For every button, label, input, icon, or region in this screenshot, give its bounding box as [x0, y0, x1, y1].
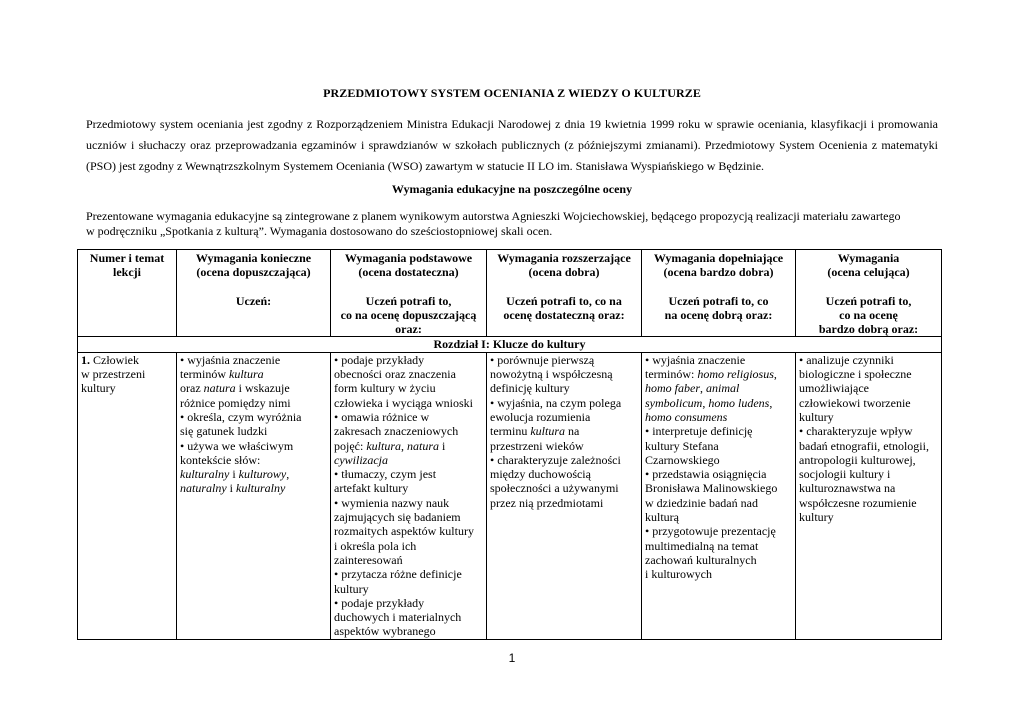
cell-term: kultura	[229, 367, 264, 382]
cell-line: współczesne rozumienie	[799, 495, 917, 510]
cell-line: form kultury w życiu	[334, 381, 436, 396]
cell-text: terminów	[180, 367, 229, 382]
cell-line: Czarnowskiego	[645, 452, 720, 467]
cell-line: w dziedzinie badań nad	[645, 495, 758, 510]
cell-text: ,	[401, 438, 407, 453]
header-line: (ocena dobra)	[528, 265, 600, 280]
cell-line: kultury Stefana	[645, 438, 719, 453]
cell-line: • porównuje pierwszą	[490, 352, 595, 367]
cell-line: • podaje przykłady	[334, 352, 425, 367]
lead-line-1: Prezentowane wymagania edukacyjne są zintegrowane z planem wynikowym autorstwa Agnieszki Wojciechowskiej, będącego propozycją realizacji materiału zawartego	[86, 209, 901, 223]
cell-line: • wymienia nazwy nauk	[334, 495, 450, 510]
cell-line: zakresach znaczeniowych	[334, 424, 459, 439]
rozszerzajace-cell	[487, 352, 642, 639]
cell-line: • analizuje czynniki	[799, 352, 894, 367]
celujaca-cell	[796, 352, 942, 639]
cell-text: i	[439, 438, 446, 453]
lead-paragraph	[86, 209, 946, 238]
cell-term: homo consumens	[645, 409, 728, 424]
header-line: oraz:	[395, 322, 422, 337]
cell-term: symbolicum	[645, 395, 703, 410]
header-lesson-line: lekcji	[113, 265, 141, 280]
cell-text: oraz	[180, 381, 204, 396]
cell-line: • podaje przykłady	[334, 595, 425, 610]
konieczne-cell	[177, 352, 331, 639]
cell-line: • wyjaśnia, na czym polega	[490, 395, 622, 410]
cell-line: zajmujących się badaniem	[334, 510, 461, 525]
cell-line: • interpretuje definicję	[645, 424, 753, 439]
cell-term: homo ludens	[708, 395, 770, 410]
cell-line: zachowań kulturalnych	[645, 552, 757, 567]
header-line: Uczeń:	[235, 293, 272, 308]
cell-line: multimedialną na temat	[645, 538, 759, 553]
cell-line: przestrzeni wieków	[490, 438, 584, 453]
lesson-title: w przestrzeni	[81, 367, 146, 382]
cell-term: kultura	[530, 424, 565, 439]
cell-line: kultury	[799, 409, 834, 424]
cell-line: kultury	[334, 581, 369, 596]
section-subtitle: Wymagania edukacyjne na poszczególne oceny	[391, 182, 633, 196]
cell-line: • tłumaczy, czym jest	[334, 467, 437, 482]
header-line: bardzo dobrą oraz:	[818, 322, 919, 337]
header-line: Wymagania rozszerzające	[497, 251, 631, 265]
intro-paragraph	[86, 114, 938, 177]
cell-line: się gatunek ludzki	[180, 424, 268, 439]
requirements-table	[77, 249, 942, 640]
cell-term: natura	[203, 381, 236, 396]
cell-term: homo religiosus	[697, 367, 774, 382]
cell-text: ,	[769, 395, 773, 410]
cell-line: umożliwiające	[799, 381, 869, 396]
cell-line: kulturą	[645, 510, 679, 525]
page-number: 1	[508, 651, 516, 665]
header-lesson	[78, 250, 177, 337]
cell-term: cywilizacja	[334, 452, 388, 467]
cell-line: i kulturowych	[645, 567, 712, 582]
cell-line: duchowych i materialnych	[334, 610, 462, 625]
cell-line: nowożytną i współczesną	[490, 367, 613, 382]
cell-line: badań etnografii, etnologii,	[799, 438, 929, 453]
cell-line: kulturoznawstwa na	[799, 481, 896, 496]
cell-text: ,	[773, 367, 777, 382]
cell-line: Bronisława Malinowskiego	[645, 481, 778, 496]
lesson-title: kultury	[81, 381, 116, 396]
cell-line: definicję kultury	[490, 381, 570, 396]
header-line: na ocenę dobrą oraz:	[664, 307, 773, 322]
table-row	[78, 352, 942, 639]
podstawowe-cell	[331, 352, 487, 639]
cell-line: człowieka i wyciąga wnioski	[334, 395, 473, 410]
cell-term: kulturalny	[180, 467, 230, 482]
cell-line: • przedstawia osiągnięcia	[645, 467, 767, 482]
document-title: PRZEDMIOTOWY SYSTEM OCENIANIA Z WIEDZY O KULTURZE	[323, 86, 701, 100]
cell-text: i	[226, 481, 237, 496]
header-line: ocenę dostateczną oraz:	[503, 307, 625, 322]
cell-term: kulturalny	[236, 481, 286, 496]
header-line: Uczeń potrafi to, co na	[506, 293, 622, 308]
cell-term: kulturowy	[238, 467, 287, 482]
cell-line: różnice pomiędzy nimi	[180, 395, 291, 410]
header-line: (ocena celująca)	[827, 265, 910, 280]
cell-line: • wyjaśnia znaczenie	[180, 352, 281, 367]
cell-text: ,	[286, 467, 290, 482]
lesson-title: Człowiek	[93, 352, 139, 367]
header-podstawowe	[331, 250, 487, 337]
cell-term: kultura	[366, 438, 401, 453]
cell-term: homo faber	[645, 381, 700, 396]
cell-line: biologiczne i społeczne	[799, 367, 912, 382]
cell-line: artefakt kultury	[334, 481, 409, 496]
header-line: (ocena dostateczna)	[358, 265, 459, 280]
section-heading: Rozdział I: Klucze do kultury	[78, 337, 942, 352]
header-line: Uczeń potrafi to,	[365, 293, 452, 308]
cell-line: ewolucja rozumienia	[490, 409, 591, 424]
header-line: Uczeń potrafi to,	[825, 293, 912, 308]
header-line: Wymagania podstawowe	[344, 251, 473, 265]
cell-line: rozmaitych aspektów kultury	[334, 524, 474, 539]
cell-text: i	[229, 467, 239, 482]
cell-line: obecności oraz znaczenia	[334, 367, 456, 382]
cell-line: przez nią przedmiotami	[490, 495, 604, 510]
intro-text: Przedmiotowy system oceniania jest zgodny z Rozporządzeniem Ministra Edukacji Narodowej z dnia 19 kwietnia 1999 roku w sprawie oceniania, klasyfikacji i promowania uczniów i słuchaczy oraz przeprowadzania egzaminów i sprawdzianów w szkołach publicznych (z późniejszymi zmianami). Przedmiotowy System Ocenienia z matematyki (PSO) jest zgodny z Wewnątrzszkolnym Systemem Oceniania (WSO) zawartym w statucie II LO im. Stanisława Wyspiańskiego w Będzinie.	[86, 117, 938, 173]
cell-line: i określa pola ich	[334, 538, 417, 553]
cell-line: kultury	[799, 510, 834, 525]
cell-line: • omawia różnice w	[334, 409, 430, 424]
cell-text: ,	[700, 381, 706, 396]
header-konieczne	[177, 250, 331, 337]
cell-text: na	[565, 424, 580, 439]
cell-line: kontekście słów:	[180, 452, 261, 467]
header-line: (ocena bardzo dobra)	[663, 265, 774, 280]
header-line: (ocena dopuszczająca)	[196, 265, 311, 280]
header-line: Uczeń potrafi to, co	[668, 293, 769, 308]
cell-line: • charakteryzuje zależności	[490, 452, 621, 467]
cell-text: pojęć:	[334, 438, 367, 453]
cell-term: animal	[706, 381, 740, 396]
cell-line: • używa we właściwym	[180, 438, 294, 453]
cell-text: i wskazuje	[235, 381, 290, 396]
cell-line: • przygotowuje prezentację	[645, 524, 776, 539]
table-header-row	[78, 250, 942, 337]
lesson-cell	[78, 352, 177, 639]
cell-text: terminu	[490, 424, 531, 439]
cell-line: • charakteryzuje wpływ	[799, 424, 913, 439]
cell-line: społeczności a używanymi	[490, 481, 619, 496]
header-lesson-line: Numer i temat	[89, 251, 165, 265]
lead-line-2: w podręczniku „Spotkania z kulturą”. Wymagania dostosowano do sześciostopniowej skali ocen.	[86, 223, 553, 238]
header-rozszerzajace	[487, 250, 642, 337]
header-line: Wymagania	[837, 251, 900, 265]
header-celujaca	[796, 250, 942, 337]
cell-line: socjologii kultury i	[799, 467, 891, 482]
cell-line: aspektów wybranego	[334, 624, 436, 639]
cell-line: między duchowością	[490, 467, 591, 482]
cell-text: terminów:	[645, 367, 698, 382]
cell-line: antropologii kulturowej,	[799, 452, 916, 467]
section-row	[78, 337, 942, 352]
cell-term: natura	[407, 438, 440, 453]
cell-line: zainteresowań	[334, 552, 403, 567]
lesson-number: 1.	[81, 352, 90, 367]
header-line: co na ocenę dopuszczającą	[340, 307, 477, 322]
cell-line: człowiekowi tworzenie	[799, 395, 911, 410]
cell-text: ,	[702, 395, 709, 410]
dopelniajace-cell	[642, 352, 796, 639]
cell-line: • określa, czym wyróżnia	[180, 409, 302, 424]
cell-term: naturalny	[180, 481, 227, 496]
header-line: Wymagania konieczne	[195, 251, 312, 265]
cell-line: • przytacza różne definicje	[334, 567, 462, 582]
header-dopelniajace	[642, 250, 796, 337]
header-line: co na ocenę	[839, 307, 898, 322]
header-line: Wymagania dopełniające	[653, 251, 784, 265]
cell-line: • wyjaśnia znaczenie	[645, 352, 746, 367]
